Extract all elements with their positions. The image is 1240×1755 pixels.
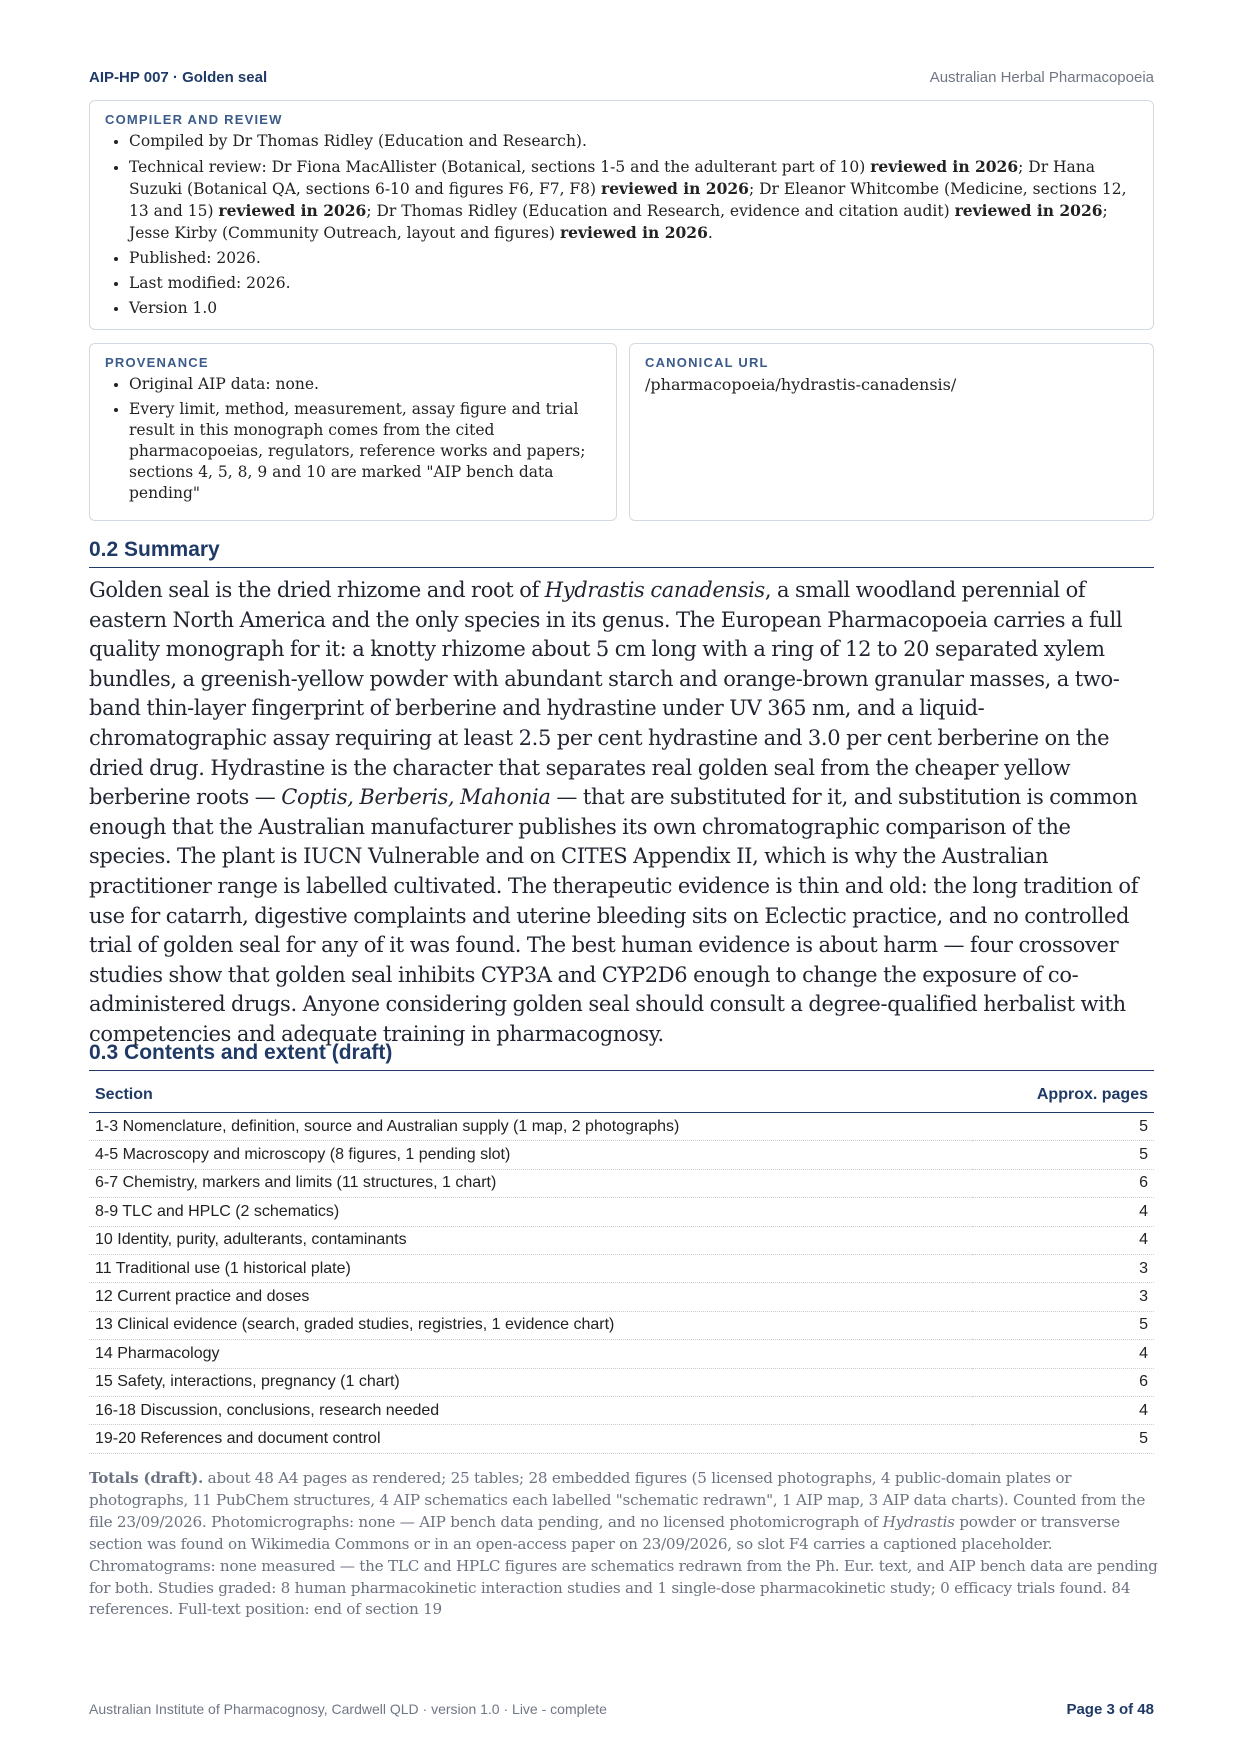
pages-cell: 3 — [972, 1254, 1154, 1282]
table-row — [89, 1169, 1154, 1197]
pages-cell: 5 — [972, 1311, 1154, 1339]
totals-text: about 48 A4 pages as rendered; 25 tables; 28 embedded figures (5 licensed photographs, 4 public-domain plates or photographs, 11 PubChem structures, 4 AIP schematics each labelled "schematic redrawn", 1 AIP map, 3 AIP data charts). Counted from the file 23/09/2026. Photomicrographs: none — AIP bench data pending, and no licensed photomicrograph of — [89, 1469, 1146, 1531]
section-cell: 19-20 References and document control — [89, 1425, 972, 1453]
review-status: reviewed in 2026 — [559, 223, 708, 242]
review-text: ; Jesse Kirby (Community Outreach, layout and figures) — [129, 202, 1108, 242]
published-date: • Published: 2026. — [129, 248, 1137, 269]
summary-text: — that are substituted for it, and substitution is common enough that the Australian manufacturer publishes its own chromatographic comparison of the species. The plant is IUCN Vulnerable and on CITES Appendix II, which is why the Australian practitioner range is labelled cultivated. The therapeutic evidence is thin and old: the long tradition of use for catarrh, digestive complaints and uterine bleeding sits on Eclectic practice, and no controlled trial of golden seal for any of it was found. The best human evidence is about harm — four crossover studies show that golden seal inhibits CYP3A and CYP2D6 enough to change the exposure of co-administered drugs. Anyone considering golden seal should consult a degree-qualified herbalist with competencies and adequate training in pharmacognosy. — [89, 785, 1139, 1046]
section-cell: 16-18 Discussion, conclusions, research needed — [89, 1396, 972, 1424]
review-text: Technical review: Dr Fiona MacAllister (Botanical, sections 1-5 and the adulterant part of 10) — [129, 158, 871, 176]
technical-review — [129, 156, 1137, 244]
pages-cell: 6 — [972, 1368, 1154, 1396]
table-row — [89, 1113, 1154, 1141]
section-cell: 13 Clinical evidence (search, graded studies, registries, 1 evidence chart) — [89, 1311, 972, 1339]
document-id: AIP-HP 007 · Golden seal — [89, 69, 268, 86]
table-row — [89, 1226, 1154, 1254]
review-status: reviewed in 2026 — [601, 179, 749, 198]
canonical-url-label: CANONICAL URL — [645, 355, 769, 370]
pages-column-header: Approx. pages — [972, 1080, 1154, 1113]
genus-name: Hydrastis — [882, 1512, 955, 1531]
section-cell: 15 Safety, interactions, pregnancy (1 chart) — [89, 1368, 972, 1396]
section-cell: 14 Pharmacology — [89, 1340, 972, 1368]
pages-cell: 5 — [972, 1425, 1154, 1453]
table-row — [89, 1141, 1154, 1169]
review-status: reviewed in 2026 — [870, 157, 1019, 176]
provenance-card — [89, 343, 617, 521]
table-row — [89, 1368, 1154, 1396]
section-cell: 8-9 TLC and HPLC (2 schematics) — [89, 1198, 972, 1226]
section-cell: 11 Traditional use (1 historical plate) — [89, 1254, 972, 1282]
review-status: reviewed in 2026 — [954, 201, 1103, 220]
review-text: ; Dr Thomas Ridley (Education and Research, evidence and citation audit) — [366, 202, 955, 220]
pages-cell: 3 — [972, 1283, 1154, 1311]
section-cell: 4-5 Macroscopy and microscopy (8 figures, 1 pending slot) — [89, 1141, 972, 1169]
species-name: Hydrastis canadensis — [544, 578, 765, 602]
pages-cell: 4 — [972, 1226, 1154, 1254]
table-row — [89, 1311, 1154, 1339]
pages-cell: 4 — [972, 1198, 1154, 1226]
pages-cell: 5 — [972, 1113, 1154, 1141]
section-cell: 12 Current practice and doses — [89, 1283, 972, 1311]
provenance-label: PROVENANCE — [105, 355, 209, 370]
provenance-item: • Original AIP data: none. — [129, 374, 600, 395]
version: • Version 1.0 — [129, 298, 1137, 319]
last-modified-date: • Last modified: 2026. — [129, 273, 1137, 294]
summary-heading: 0.2 Summary — [89, 538, 1154, 568]
section-cell: 6-7 Chemistry, markers and limits (11 structures, 1 chart) — [89, 1169, 972, 1197]
running-footer — [89, 1701, 1154, 1718]
running-header — [89, 69, 1154, 86]
section-cell: 10 Identity, purity, adulterants, contaminants — [89, 1226, 972, 1254]
compiler-review-label: COMPILER AND REVIEW — [105, 112, 283, 127]
totals-note — [89, 1468, 1159, 1621]
table-row — [89, 1340, 1154, 1368]
summary-text: Golden seal is the dried rhizome and root of — [89, 578, 545, 602]
section-column-header: Section — [89, 1080, 972, 1113]
pages-cell: 4 — [972, 1340, 1154, 1368]
compiler-review-card — [89, 100, 1154, 330]
contents-heading: 0.3 Contents and extent (draft) — [89, 1041, 1154, 1071]
publication-name: Australian Herbal Pharmacopoeia — [929, 69, 1154, 86]
summary-paragraph — [89, 576, 1157, 1050]
pages-cell: 5 — [972, 1141, 1154, 1169]
totals-text: powder or transverse section was found on Wikimedia Commons or in an open-access paper on 23/09/2026, so slot F4 carries a captioned placeholder. Chromatograms: none measured — the TLC and HPLC figures are schematics redrawn from the Ph. Eur. text, and AIP bench data are pending for both. Studies graded: 8 human pharmacokinetic interaction studies and 1 single-dose pharmacokinetic study; 0 efficacy trials found. 84 references. Full-text position: end of section 19 — [89, 1512, 1158, 1619]
review-status: reviewed in 2026 — [218, 201, 367, 220]
section-cell: 1-3 Nomenclature, definition, source and Australian supply (1 map, 2 photographs) — [89, 1113, 972, 1141]
review-end: . — [707, 224, 713, 242]
table-row — [89, 1198, 1154, 1226]
table-row — [89, 1283, 1154, 1311]
table-header-row — [89, 1080, 1154, 1113]
substitute-genera: Coptis, Berberis, Mahonia — [281, 785, 551, 810]
review-text: ; Dr Hana Suzuki (Botanical QA, sections 6-10 and figures F6, F7, F8) — [129, 158, 1096, 198]
pages-cell: 6 — [972, 1169, 1154, 1197]
provenance-list — [105, 374, 600, 504]
provenance-item: • Every limit, method, measurement, assay figure and trial result in this monograph comes from the cited pharmacopoeias, regulators, reference works and papers; sections 4, 5, 8, 9 and 10 are marked "AIP bench data pending" — [129, 399, 600, 504]
table-row — [89, 1396, 1154, 1424]
canonical-url: /pharmacopoeia/hydrastis-canadensis/ — [645, 375, 957, 394]
contents-table-body — [89, 1113, 1154, 1454]
pages-cell: 4 — [972, 1396, 1154, 1424]
table-row — [89, 1254, 1154, 1282]
canonical-url-card — [629, 343, 1154, 521]
compiled-by: • Compiled by Dr Thomas Ridley (Education and Research). — [129, 131, 1137, 152]
page-number: Page 3 of 48 — [1066, 1701, 1154, 1718]
institute-line: Australian Institute of Pharmacognosy, Cardwell QLD · version 1.0 · Live - complete — [89, 1701, 607, 1717]
totals-label: Totals (draft). — [89, 1469, 204, 1487]
table-row — [89, 1425, 1154, 1453]
review-text: ; Dr Eleanor Whitcombe (Medicine, sections 12, 13 and 15) — [129, 180, 1127, 220]
contents-table — [89, 1080, 1154, 1454]
summary-text: , a small woodland perennial of eastern North America and the only species in its genus. The European Pharmacopoeia carries a full quality monograph for it: a knotty rhizome about 5 cm long with a ring of 12 to 20 separated xylem bundles, a greenish-yellow powder with abundant starch and orange-brown granular masses, a two-band thin-layer fingerprint of berberine and hydrastine under UV 365 nm, and a liquid-chromatographic assay requiring at least 2.5 per cent hydrastine and 3.0 per cent berberine on the dried drug. Hydrastine is the character that separates real golden seal from the cheaper yellow berberine roots — — [89, 578, 1123, 810]
compiler-review-list — [105, 131, 1137, 319]
